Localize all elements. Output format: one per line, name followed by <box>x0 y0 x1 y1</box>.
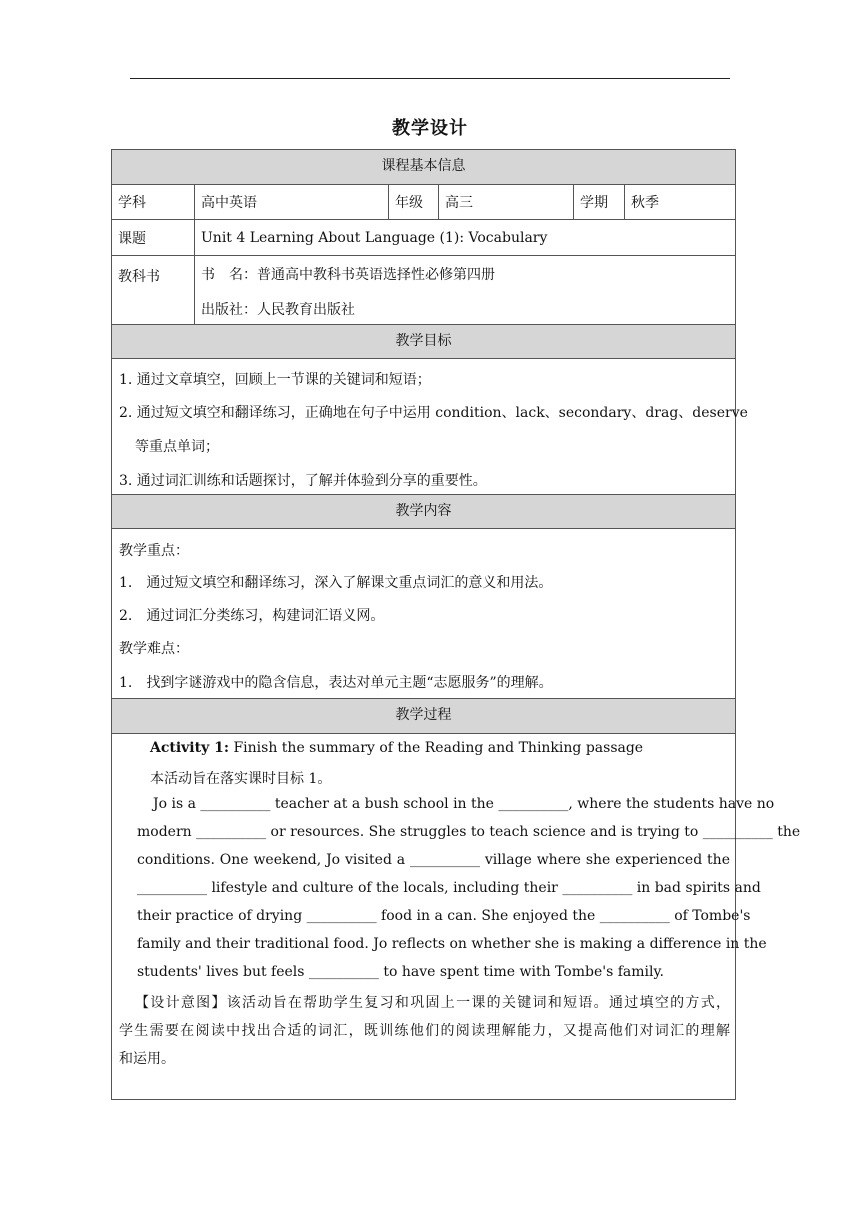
activity-number: Activity 1: <box>150 740 230 756</box>
summary-line: modern __________ or resources. She struggles to teach science and is trying to __________ the <box>137 824 801 840</box>
lesson-plan-table <box>111 149 801 1100</box>
section-header-basic: 课程基本信息 <box>112 150 735 185</box>
objective-item-continued: 等重点单词； <box>135 439 219 455</box>
summary-line: conditions. One weekend, Jo visited a __________ village where she experienced the <box>137 852 730 868</box>
header-rule <box>130 78 730 79</box>
term-value: 秋季 <box>631 195 659 211</box>
grade-value: 高三 <box>439 185 574 219</box>
activity-title <box>150 740 643 756</box>
section-header-content: 教学内容 <box>112 495 735 529</box>
design-intent-line: 【设计意图】该活动旨在帮助学生复习和巩固上一课的关键词和短语。通过填空的方式， <box>135 995 730 1011</box>
activity-aim: 本活动旨在落实课时目标 1。 <box>150 771 332 787</box>
focus-item: 2. 通过词汇分类练习，构建词汇语义网。 <box>119 608 385 624</box>
subject-label: 学科 <box>112 185 195 219</box>
summary-line: Jo is a __________ teacher at a bush school in the __________, where the students have no <box>153 796 775 812</box>
textbook-label: 教科书 <box>112 256 195 324</box>
topic-row <box>112 220 735 256</box>
process-cell <box>112 734 801 1099</box>
term-label: 学期 <box>574 185 625 219</box>
activity-description: Finish the summary of the Reading and Thinking passage <box>229 740 644 756</box>
difficulty-label: 教学难点： <box>119 641 189 657</box>
design-intent-line: 学生需要在阅读中找出合适的词汇，既训练他们的阅读理解能力，又提高他们对词汇的理解 <box>119 1023 730 1039</box>
section-header-process: 教学过程 <box>112 699 735 734</box>
objective-item: 2. 通过短文填空和翻译练习，正确地在句子中运用 condition、lack、secondary、drag、deserve <box>119 405 748 421</box>
content-cell <box>112 529 735 699</box>
publisher-line: 出版社：人民教育出版社 <box>201 302 355 318</box>
section-header-objectives: 教学目标 <box>112 325 735 359</box>
summary-line: family and their traditional food. Jo reflects on whether she is making a difference in the <box>137 936 767 952</box>
design-intent-line: 和运用。 <box>119 1051 175 1067</box>
subject-value: 高中英语 <box>195 185 389 219</box>
grade-label: 年级 <box>389 185 439 219</box>
textbook-row <box>112 256 735 325</box>
objective-item: 1. 通过文章填空，回顾上一节课的关键词和短语； <box>119 372 431 388</box>
summary-line: __________ lifestyle and culture of the locals, including their __________ in bad spirits and <box>137 880 761 896</box>
document-title: 教学设计 <box>392 118 468 139</box>
summary-line: students' lives but feels __________ to have spent time with Tombe's family. <box>137 964 665 980</box>
topic-value: Unit 4 Learning About Language (1): Vocabulary <box>201 229 548 246</box>
topic-label: 课题 <box>112 220 195 255</box>
book-name-line: 书 名：普通高中教科书英语选择性必修第四册 <box>201 267 495 283</box>
textbook-value <box>195 256 735 324</box>
objectives-cell <box>112 359 748 495</box>
objective-item: 3. 通过词汇训练和话题探讨，了解并体验到分享的重要性。 <box>119 473 487 489</box>
focus-item: 1. 通过短文填空和翻译练习，深入了解课文重点词汇的意义和用法。 <box>119 575 553 591</box>
summary-line: their practice of drying __________ food in a can. She enjoyed the __________ of Tombe's <box>137 908 751 924</box>
difficulty-item: 1. 找到字谜游戏中的隐含信息，表达对单元主题“志愿服务”的理解。 <box>119 675 553 691</box>
focus-label: 教学重点： <box>119 543 189 559</box>
info-row <box>112 185 735 220</box>
